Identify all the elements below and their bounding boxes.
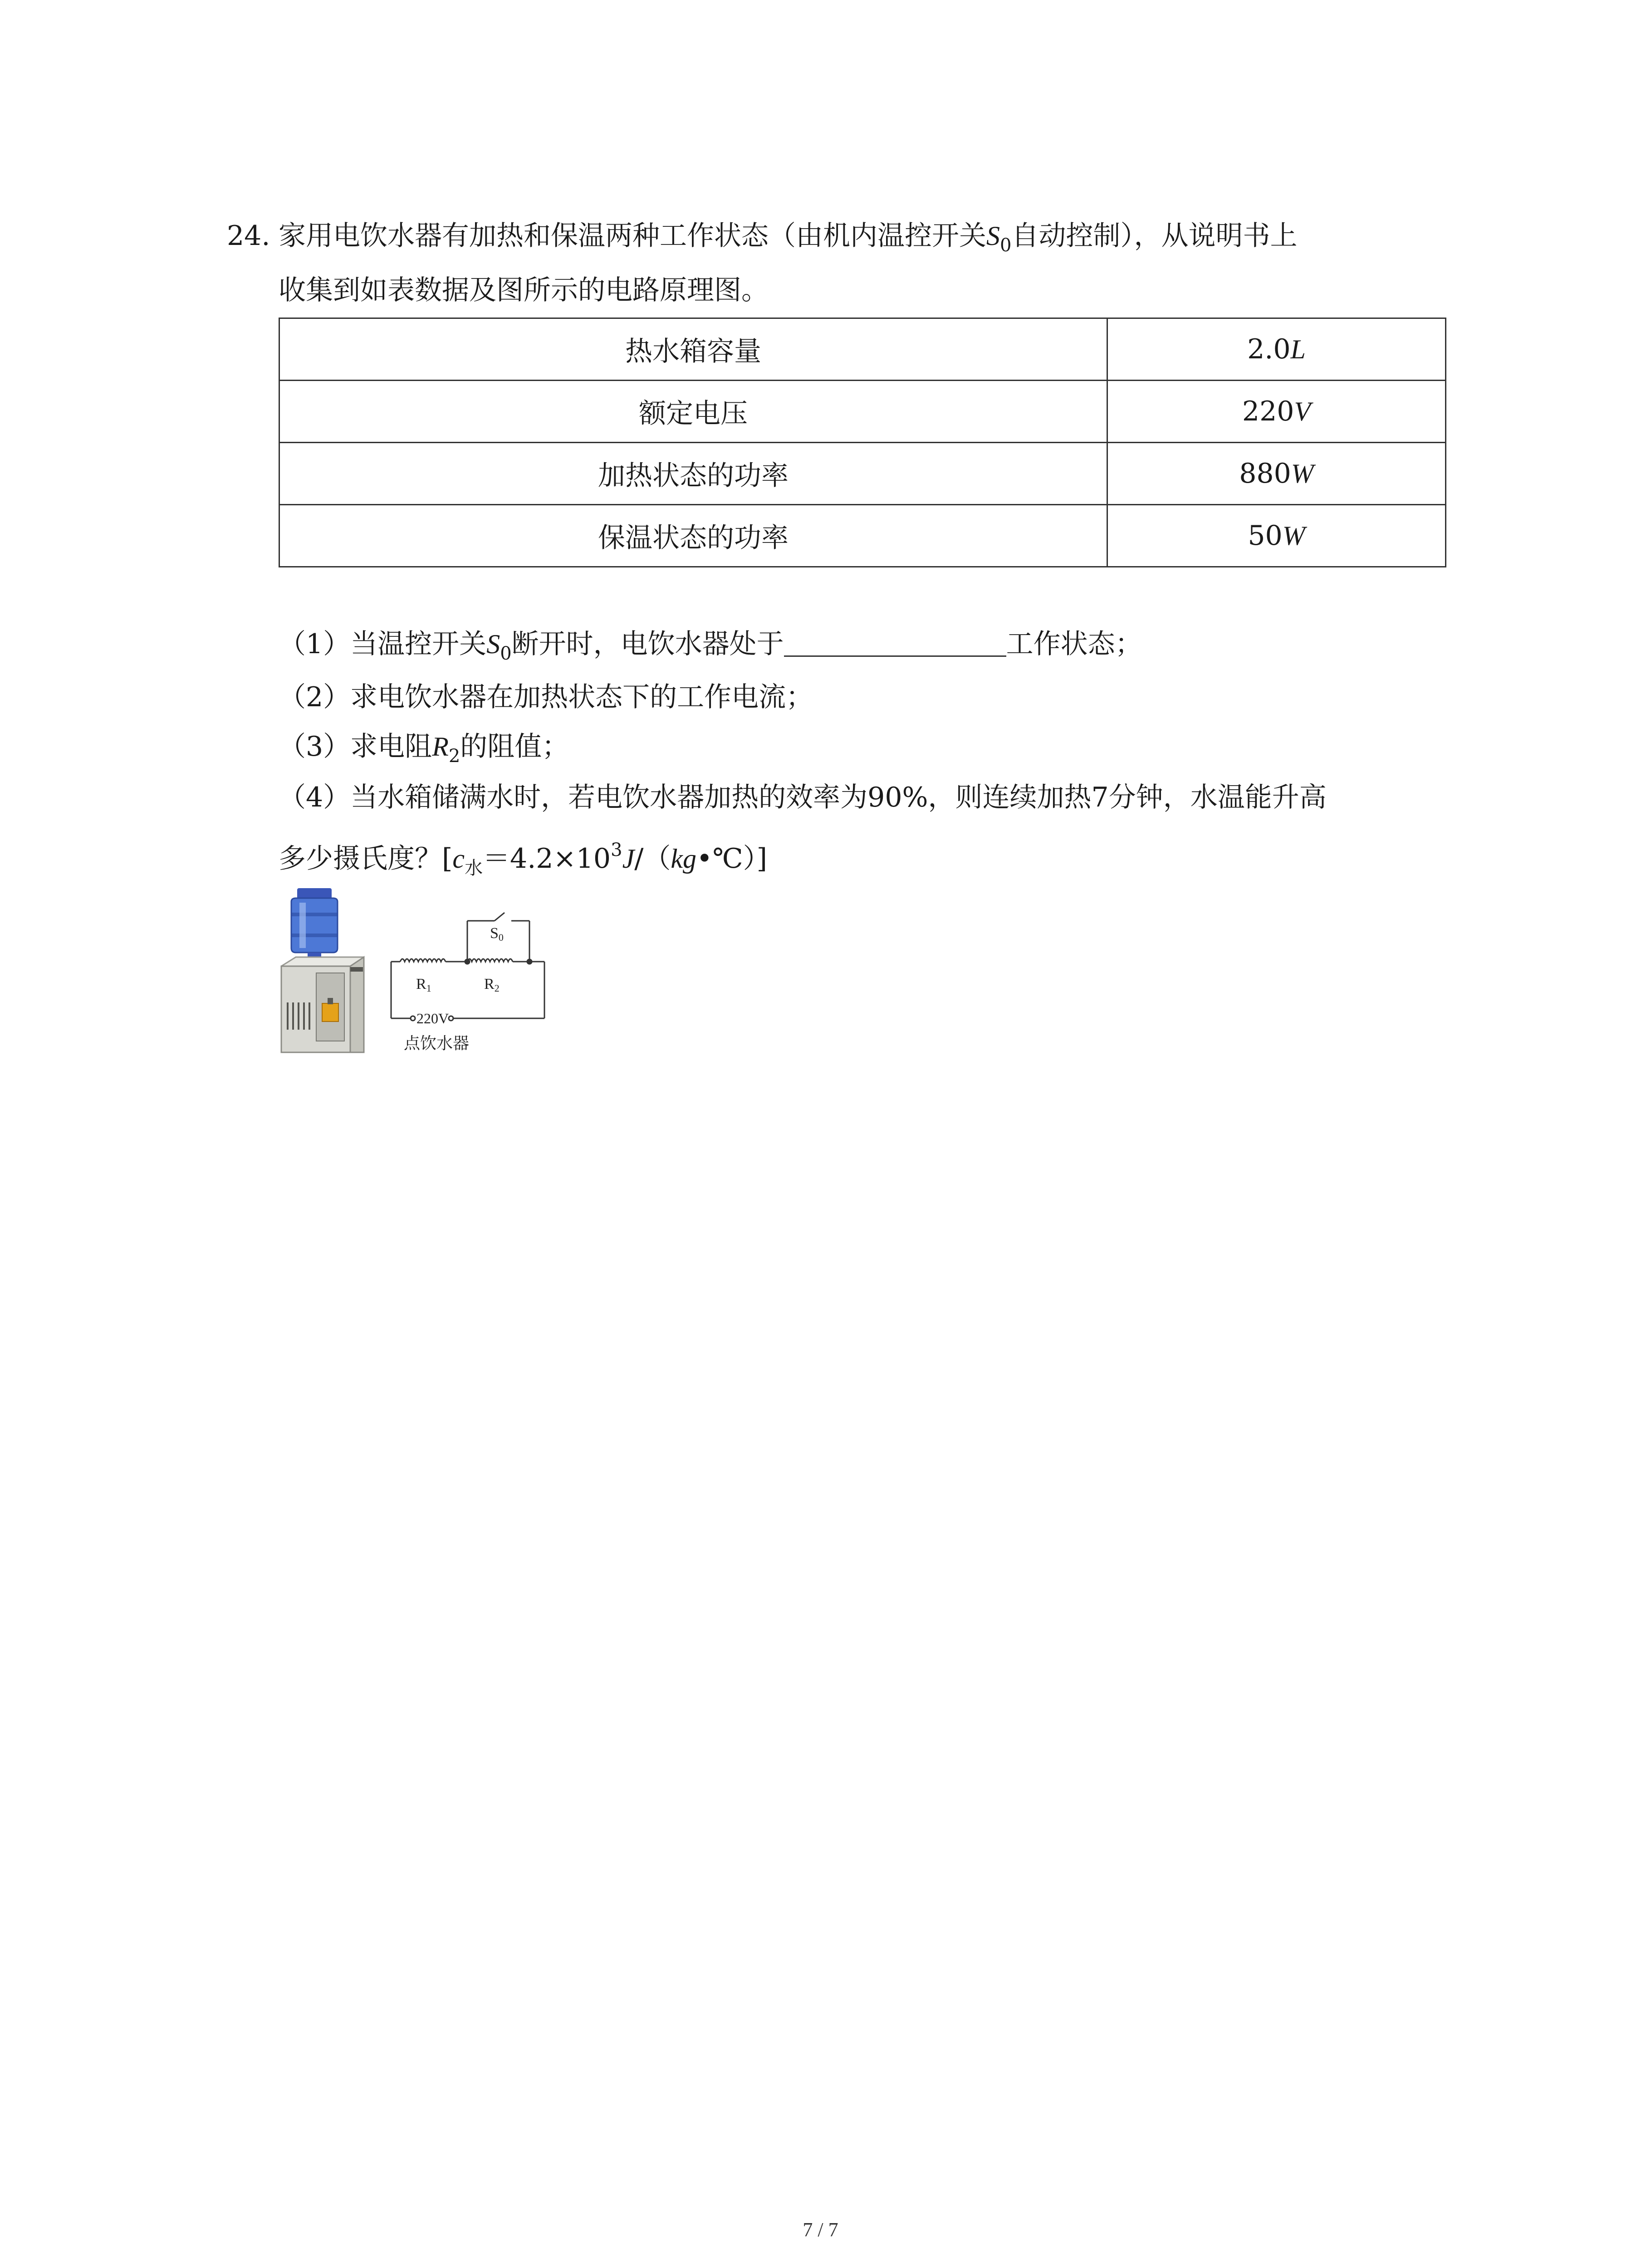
question-part-2: （2）求电饮水器在加热状态下的工作电流； <box>279 681 813 713</box>
table-cell-value: 880W <box>1107 443 1446 505</box>
table-cell-value: 2.0L <box>1107 318 1446 381</box>
table-row <box>279 505 1446 567</box>
figure-caption: 点饮水器 <box>404 1034 470 1053</box>
table-cell-label: 热水箱容量 <box>279 318 1107 381</box>
question-number: 24. <box>227 220 270 252</box>
question-part-4-line-1: （4）当水箱储满水时，若电饮水器加热的效率为90%，则连续加热7分钟，水温能升高 <box>279 782 1327 813</box>
circuit-figure <box>278 885 559 1066</box>
table-cell-value: 220V <box>1107 381 1446 443</box>
table-row <box>279 443 1446 505</box>
stem-switch-symbol: S <box>986 221 1000 251</box>
stem-text-b: 自动控制），从说明书上 <box>1011 220 1298 252</box>
table-cell-label: 加热状态的功率 <box>279 443 1107 505</box>
question-stem-line-1 <box>279 218 1297 264</box>
question-stem-line-2: 收集到如表数据及图所示的电路原理图。 <box>279 274 769 306</box>
table-cell-label: 额定电压 <box>279 381 1107 443</box>
spec-table <box>279 318 1446 567</box>
answer-blank[interactable] <box>784 627 1006 657</box>
stem-switch-subscript: 0 <box>1000 235 1012 256</box>
r2-label: R2 <box>484 976 500 994</box>
page-number: 7 / 7 <box>803 2219 838 2241</box>
table-row <box>279 381 1446 443</box>
water-dispenser-icon <box>281 888 364 1052</box>
stem-text-a: 家用电饮水器有加热和保温两种工作状态（由机内温控开关 <box>279 220 986 252</box>
table-cell-value: 50W <box>1107 505 1446 567</box>
question-part-4-line-2: 多少摄氏度？$[c_水=4.2\times 10^3J/(kg•℃)]$ <box>279 840 767 879</box>
water-dispenser-and-circuit-diagram <box>278 885 559 1066</box>
switch-label: S0 <box>490 925 504 943</box>
voltage-label: 220V <box>416 1010 449 1026</box>
circuit-diagram <box>391 913 544 1021</box>
table-cell-label: 保温状态的功率 <box>279 505 1107 567</box>
r1-label: R1 <box>416 976 431 994</box>
question-part-3: （3）求电阻$R_2$的阻值； <box>279 731 569 767</box>
question-part-1: （1）当温控开关$S_0$断开时，电饮水器处于 工作状态； <box>279 628 1142 664</box>
table-row <box>279 318 1446 381</box>
